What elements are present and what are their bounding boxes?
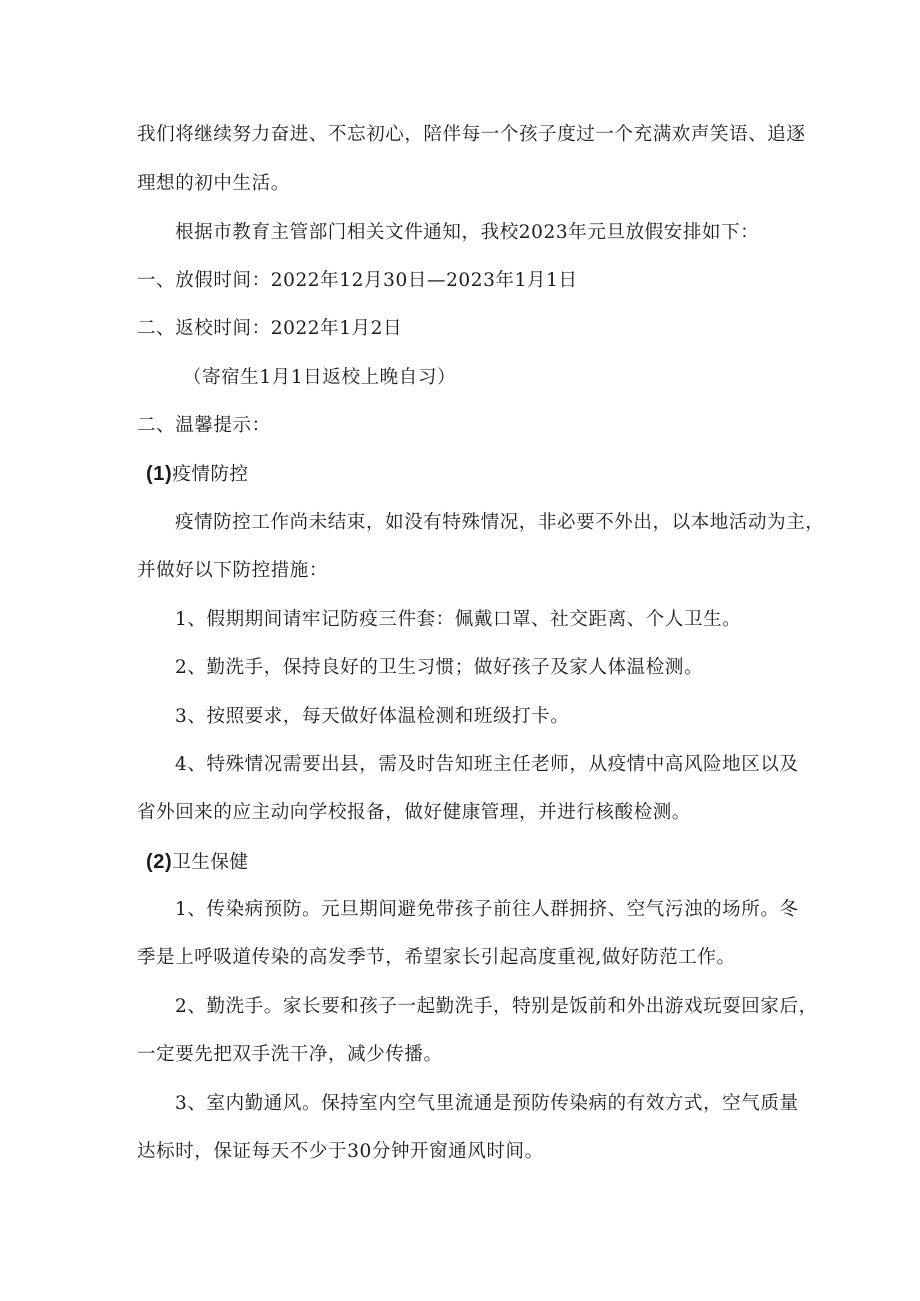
list-item: 4、特殊情况需要出县，需及时告知班主任老师，从疫情中高风险地区以及: [175, 754, 799, 775]
subsection-heading: [146, 462, 249, 487]
paragraph-line: 疫情防控工作尚未结束，如没有特殊情况，非必要不外出，以本地活动为主，: [175, 512, 825, 533]
paragraph-line: 我们将继续努力奋进、不忘初心，陪伴每一个孩子度过一个充满欢声笑语、追逐: [137, 124, 806, 145]
subsection-title: 疫情防控: [172, 464, 249, 485]
schedule-note: （寄宿生1月1日返校上晚自习）: [183, 367, 457, 388]
list-item: 1、传染病预防。元旦期间避免带孩子前往人群拥挤、空气污浊的场所。冬: [175, 899, 799, 920]
paragraph-line: 并做好以下防控措施：: [137, 560, 329, 581]
subsection-number: (1): [146, 463, 173, 485]
list-item-continuation: 达标时，保证每天不少于30分钟开窗通风时间。: [137, 1141, 544, 1162]
list-item: 2、勤洗手，保持良好的卫生习惯；做好孩子及家人体温检测。: [175, 657, 704, 678]
list-item: 2、勤洗手。家长要和孩子一起勤洗手，特别是饭前和外出游戏玩耍回家后，: [175, 996, 818, 1017]
list-item: 3、室内勤通风。保持室内空气里流通是预防传染病的有效方式，空气质量: [175, 1093, 799, 1114]
list-item-continuation: 省外回来的应主动向学校报备，做好健康管理，并进行核酸检测。: [137, 802, 691, 823]
list-item-continuation: 季是上呼吸道传染的高发季节，希望家长引起高度重视,做好防范工作。: [137, 947, 736, 968]
paragraph-line: 根据市教育主管部门相关文件通知，我校2023年元旦放假安排如下：: [175, 222, 760, 243]
schedule-line: 二、返校时间：2022年1月2日: [137, 318, 403, 339]
list-item-continuation: 一定要先把双手洗干净，减少传播。: [137, 1044, 443, 1065]
paragraph-line: 理想的初中生活。: [137, 173, 290, 194]
list-item: 3、按照要求，每天做好体温检测和班级打卡。: [175, 706, 570, 727]
schedule-line: 一、放假时间：2022年12月30日—2023年1月1日: [137, 270, 578, 291]
section-heading: 二、温馨提示：: [137, 415, 271, 436]
list-item: 1、假期期间请牢记防疫三件套：佩戴口罩、社交距离、个人卫生。: [175, 609, 742, 630]
subsection-title: 卫生保健: [172, 852, 249, 873]
subsection-heading: [146, 850, 249, 875]
subsection-number: (2): [146, 851, 173, 873]
